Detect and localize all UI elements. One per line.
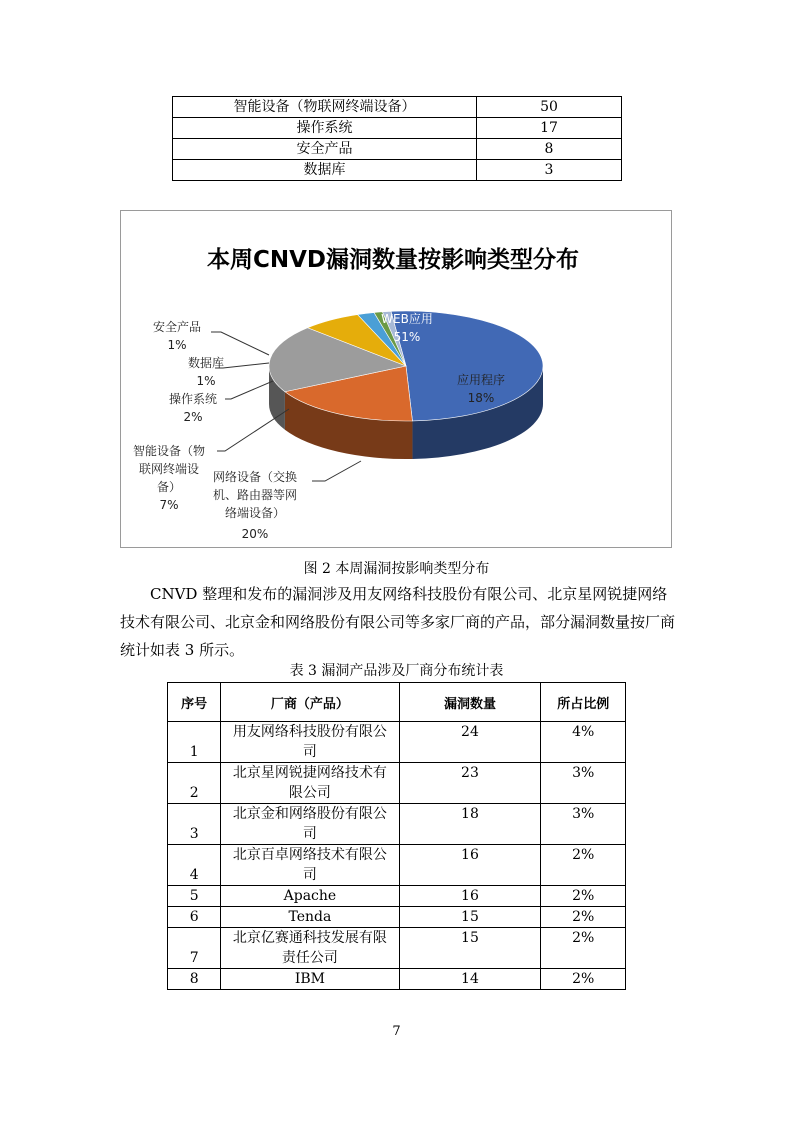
vendor-line-2: 责任公司	[281, 950, 338, 966]
row-count: 24	[399, 722, 541, 763]
vendor-line-1: 北京亿赛通科技发展有限	[232, 930, 387, 946]
leader-line-os	[225, 381, 273, 399]
vendor-line-2: 司	[302, 867, 317, 883]
app-value: 18%	[467, 391, 495, 405]
count-cell: 17	[477, 118, 622, 139]
page-number: 7	[392, 1024, 401, 1039]
count-cell: 3	[477, 160, 622, 181]
vendor-line-1: 用友网络科技股份有限公	[232, 724, 387, 740]
count-cell: 8	[477, 139, 622, 160]
row-vendor: Apache	[221, 886, 399, 907]
os-value: 2%	[183, 410, 203, 424]
vendor-line-1: 北京星网锐捷网络技术有	[232, 765, 387, 781]
row-ratio: 4%	[541, 722, 626, 763]
smart-label-2: 联网终端设	[138, 462, 200, 476]
row-no: 4	[168, 845, 221, 886]
table-row	[168, 886, 626, 907]
row-count: 15	[399, 907, 541, 928]
row-ratio: 3%	[541, 763, 626, 804]
row-ratio: 2%	[541, 928, 626, 969]
row-no: 6	[168, 907, 221, 928]
row-vendor	[221, 763, 399, 804]
database-value: 1%	[196, 374, 216, 388]
row-vendor	[221, 804, 399, 845]
vendor-line-2: 司	[302, 744, 317, 760]
table-row	[168, 722, 626, 763]
type-cell: 安全产品	[173, 139, 477, 160]
row-ratio: 2%	[541, 969, 626, 990]
database-label: 数据库	[187, 356, 225, 370]
type-cell: 数据库	[173, 160, 477, 181]
row-count: 18	[399, 804, 541, 845]
security-label: 安全产品	[152, 320, 202, 334]
table-row	[168, 969, 626, 990]
smart-label-3: 备）	[156, 480, 182, 494]
chart-title: 本周CNVD漏洞数量按影响类型分布	[206, 247, 580, 273]
row-vendor	[221, 928, 399, 969]
table-row	[173, 139, 622, 160]
vendor-line-2: 司	[302, 826, 317, 842]
smart-label-1: 智能设备（物	[132, 444, 206, 458]
row-no: 7	[168, 928, 221, 969]
vendor-line-1: 北京金和网络股份有限公	[232, 806, 387, 822]
row-ratio: 2%	[541, 845, 626, 886]
row-no: 5	[168, 886, 221, 907]
web-value: 51%	[393, 330, 421, 344]
header-count: 漏洞数量	[399, 683, 541, 722]
network-label-2: 机、路由器等网	[212, 488, 298, 502]
body-paragraph	[120, 580, 680, 664]
table-header-row	[168, 683, 626, 722]
type-cell: 智能设备（物联网终端设备）	[173, 97, 477, 118]
row-vendor: IBM	[221, 969, 399, 990]
row-no: 3	[168, 804, 221, 845]
table-row	[173, 118, 622, 139]
vendor-table	[167, 682, 626, 990]
row-vendor	[221, 845, 399, 886]
security-value: 1%	[167, 338, 187, 352]
os-label: 操作系统	[168, 392, 218, 406]
count-cell: 50	[477, 97, 622, 118]
network-label-1: 网络设备（交换	[212, 470, 298, 484]
table-row	[168, 928, 626, 969]
pie-chart	[121, 211, 671, 547]
table-row	[168, 907, 626, 928]
row-count: 23	[399, 763, 541, 804]
vendor-line-1: 北京百卓网络技术有限公	[232, 847, 387, 863]
row-count: 15	[399, 928, 541, 969]
vendor-line-2: 限公司	[288, 785, 331, 801]
row-no: 8	[168, 969, 221, 990]
web-label: WEB应用	[381, 312, 433, 326]
header-no: 序号	[168, 683, 221, 722]
pie-chart-frame	[120, 210, 672, 548]
row-count: 16	[399, 886, 541, 907]
table-row	[168, 845, 626, 886]
smart-value: 7%	[159, 498, 179, 512]
row-ratio: 3%	[541, 804, 626, 845]
paragraph-text: CNVD 整理和发布的漏洞涉及用友网络科技股份有限公司、北京星网锐捷网络技术有限公司、北京金和网络股份有限公司等多家厂商的产品，部分漏洞数量按厂商统计如表 3 所示。	[120, 585, 676, 659]
table3-caption: 表 3 漏洞产品涉及厂商分布统计表	[289, 663, 504, 679]
table-row	[168, 804, 626, 845]
table-row	[173, 97, 622, 118]
row-no: 1	[168, 722, 221, 763]
row-vendor	[221, 722, 399, 763]
network-label-3: 络端设备）	[224, 506, 286, 520]
row-ratio: 2%	[541, 907, 626, 928]
figure-caption: 图 2 本周漏洞按影响类型分布	[303, 561, 490, 577]
app-label: 应用程序	[456, 373, 506, 387]
row-vendor: Tenda	[221, 907, 399, 928]
type-cell: 操作系统	[173, 118, 477, 139]
header-ratio: 所占比例	[541, 683, 626, 722]
row-ratio: 2%	[541, 886, 626, 907]
header-vendor: 厂商（产品）	[221, 683, 399, 722]
leader-line-network	[312, 461, 361, 481]
leader-line-security	[211, 332, 269, 355]
table-row	[173, 160, 622, 181]
network-value: 20%	[241, 527, 269, 541]
row-count: 14	[399, 969, 541, 990]
row-no: 2	[168, 763, 221, 804]
impact-type-table	[172, 96, 622, 181]
row-count: 16	[399, 845, 541, 886]
table-row	[168, 763, 626, 804]
